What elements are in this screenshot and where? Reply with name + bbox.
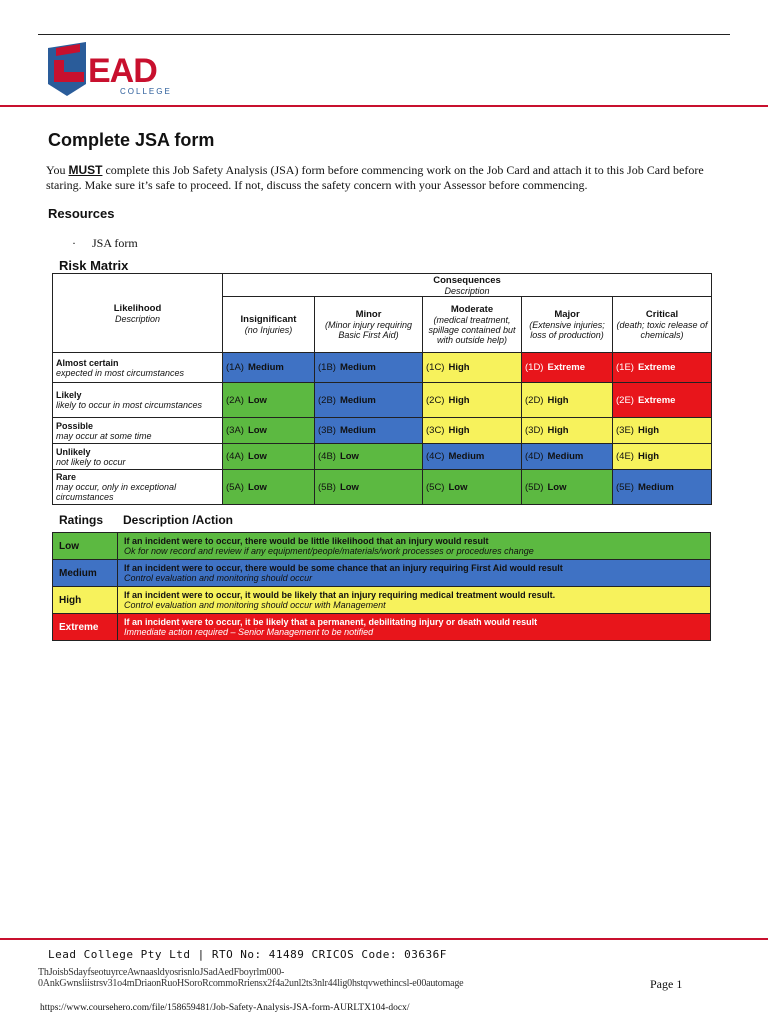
risk-rating: Medium <box>339 394 376 406</box>
risk-cell <box>613 470 712 505</box>
consequence-col-1 <box>315 297 423 353</box>
matrix-row <box>53 383 712 418</box>
consequence-name: Minor <box>355 309 382 320</box>
risk-rating: High <box>637 451 660 462</box>
ratings-desc-label: Description /Action <box>123 513 234 527</box>
intro-after: complete this Job Safety Analysis (JSA) form before commencing work on the Job Card and attach it to this Job Card before staring. Make sure it’s safe to proceed. If not, discuss the safety concern with your Assessor before commencing. <box>46 163 704 192</box>
consequences-label: Consequences <box>433 274 501 286</box>
source-url[interactable]: https://www.coursehero.com/file/158659481/Job-Safety-Analysis-JSA-form-AURLTX104-docx/ <box>40 1003 410 1013</box>
risk-cell <box>423 470 522 505</box>
svg-text:EAD: EAD <box>88 52 157 90</box>
risk-cell <box>423 383 522 418</box>
risk-cell <box>423 353 522 383</box>
likelihood-desc: may occur, only in exceptional circumstances <box>56 482 177 502</box>
ratings-table <box>52 532 711 641</box>
likelihood-cell <box>53 470 223 505</box>
risk-cell <box>223 383 315 418</box>
risk-code: (2C) <box>426 394 445 406</box>
ratings-header <box>59 513 233 527</box>
risk-code: (4C) <box>426 451 445 462</box>
risk-code: (4B) <box>318 451 336 462</box>
risk-rating: Low <box>247 425 267 436</box>
risk-cell <box>315 383 423 418</box>
rating-row <box>53 560 711 587</box>
risk-rating: High <box>547 394 569 406</box>
risk-code: (1C) <box>426 362 445 373</box>
rating-description <box>118 587 711 614</box>
risk-cell <box>613 418 712 444</box>
risk-code: (5B) <box>318 481 336 493</box>
matrix-row <box>53 470 712 505</box>
risk-code: (4A) <box>226 451 244 462</box>
risk-cell <box>423 418 522 444</box>
rating-row <box>53 614 711 641</box>
likelihood-desc: may occur at some time <box>56 430 152 441</box>
likelihood-cell <box>53 418 223 444</box>
likelihood-cell <box>53 383 223 418</box>
risk-rating: Low <box>547 481 567 493</box>
matrix-row <box>53 444 712 470</box>
risk-cell <box>613 444 712 470</box>
risk-rating: High <box>547 425 569 436</box>
risk-rating: Medium <box>339 362 376 373</box>
rating-line2: Control evaluation and monitoring should occur <box>124 573 313 583</box>
risk-code: (3B) <box>318 425 336 436</box>
risk-rating: Low <box>448 481 468 493</box>
risk-rating: Medium <box>637 481 674 493</box>
risk-code: (2A) <box>226 394 244 406</box>
risk-code: (5E) <box>616 481 634 493</box>
risk-cell <box>315 353 423 383</box>
risk-code: (2D) <box>525 394 544 406</box>
risk-rating: Extreme <box>637 394 676 406</box>
risk-cell <box>315 418 423 444</box>
consequence-desc: (death; toxic release of chemicals) <box>616 320 708 340</box>
likelihood-desc: likely to occur in most circumstances <box>56 400 203 410</box>
risk-code: (2B) <box>318 394 336 406</box>
rating-row <box>53 533 711 560</box>
ratings-label: Ratings <box>59 513 104 527</box>
risk-code: (3D) <box>525 425 544 436</box>
rating-line1: If an incident were to occur, there would be little likelihood that an injury would result <box>124 536 489 546</box>
risk-matrix-table <box>52 273 712 505</box>
consequences-desc-label: Description <box>444 285 490 296</box>
rating-row <box>53 587 711 614</box>
consequence-name: Critical <box>645 309 679 320</box>
risk-rating: Medium <box>547 451 584 462</box>
rating-line2: Immediate action required – Senior Management to be notified <box>124 627 374 637</box>
rating-description <box>118 614 711 641</box>
consequence-name: Insignificant <box>240 314 297 325</box>
rating-line2: Ok for now record and review if any equipment/people/materials/work processes or procedures change <box>124 546 534 556</box>
risk-rating: Medium <box>247 362 284 373</box>
rating-level: Low <box>53 533 118 560</box>
consequences-header <box>223 274 712 297</box>
risk-code: (3E) <box>616 425 634 436</box>
consequence-col-4 <box>613 297 712 353</box>
risk-code: (5C) <box>426 481 445 493</box>
consequence-name: Major <box>554 309 580 320</box>
footer-overlap-text-1: ThJoisbSdayfseotuyrceAwnaasldyosrisnloJSadAedFboyrlm000- <box>38 967 285 978</box>
consequence-name: Moderate <box>450 304 494 315</box>
risk-code: (1B) <box>318 362 336 373</box>
risk-code: (1A) <box>226 362 244 373</box>
risk-code: (1E) <box>616 362 634 373</box>
matrix-row <box>53 418 712 444</box>
consequence-desc: (Extensive injuries; loss of production) <box>529 320 605 340</box>
risk-cell <box>522 418 613 444</box>
likelihood-desc: not likely to occur <box>56 456 126 467</box>
risk-cell <box>223 353 315 383</box>
likelihood-cell <box>53 444 223 470</box>
risk-cell <box>315 470 423 505</box>
likelihood-name: Possible <box>56 420 94 431</box>
risk-code: (4E) <box>616 451 634 462</box>
risk-cell <box>522 444 613 470</box>
resources-heading: Resources <box>48 206 115 221</box>
risk-rating: Medium <box>339 425 376 436</box>
lead-college-logo <box>44 38 214 100</box>
risk-cell <box>522 470 613 505</box>
page-number: Page 1 <box>650 977 683 991</box>
risk-cell <box>223 470 315 505</box>
risk-cell <box>223 444 315 470</box>
resource-item-label: JSA form <box>92 236 138 250</box>
risk-rating: Medium <box>448 451 485 462</box>
risk-cell <box>315 444 423 470</box>
risk-matrix-title: Risk Matrix <box>59 258 129 273</box>
header-red-rule <box>0 105 768 107</box>
likelihood-desc: expected in most circumstances <box>56 367 185 378</box>
likelihood-name: Rare <box>56 472 77 482</box>
bullet-glyph: · <box>72 236 76 250</box>
risk-code: (2E) <box>616 394 634 406</box>
likelihood-name: Likely <box>56 390 82 400</box>
consequence-col-3 <box>522 297 613 353</box>
resource-item <box>72 236 138 251</box>
consequence-col-0 <box>223 297 315 353</box>
rating-description <box>118 533 711 560</box>
risk-cell <box>522 383 613 418</box>
rating-line1: If an incident were to occur, there would be some chance that an injury requiring First Aid would result <box>124 563 563 573</box>
risk-rating: Extreme <box>547 362 585 373</box>
consequence-desc: (Minor injury requiring Basic First Aid) <box>324 320 413 340</box>
footer-company: Lead College Pty Ltd | RTO No: 41489 CRICOS Code: 03636F <box>48 948 447 961</box>
risk-rating: High <box>637 425 660 436</box>
rating-description <box>118 560 711 587</box>
intro-before: You <box>46 163 69 177</box>
risk-rating: Low <box>339 481 359 493</box>
rating-line2: Control evaluation and monitoring should occur with Management <box>124 600 386 610</box>
risk-cell <box>522 353 613 383</box>
footer-overlap-text-2: 0AnkGwnsliistrsv31o4mDriaonRuoHSoroRcommoRriensx2f4a2unl2ts3nlr44lig0hstqvwethincsl-e00automage <box>38 978 464 989</box>
likelihood-cell <box>53 353 223 383</box>
risk-code: (5A) <box>226 481 244 493</box>
consequence-desc: (medical treatment, spillage contained but with outside help) <box>428 315 516 345</box>
rating-line1: If an incident were to occur, it would be likely that an injury requiring medical treatment would result. <box>124 590 556 600</box>
matrix-row <box>53 353 712 383</box>
risk-code: (3C) <box>426 425 445 436</box>
rating-level: Medium <box>53 560 118 587</box>
page-title: Complete JSA form <box>48 130 215 150</box>
risk-rating: High <box>448 362 470 373</box>
rating-level: High <box>53 587 118 614</box>
consequence-col-2 <box>423 297 522 353</box>
likelihood-header <box>53 274 223 353</box>
risk-cell <box>613 383 712 418</box>
risk-code: (5D) <box>525 481 544 493</box>
risk-rating: High <box>448 394 470 406</box>
risk-code: (3A) <box>226 425 244 436</box>
risk-rating: High <box>448 425 470 436</box>
likelihood-name: Almost certain <box>56 357 119 368</box>
intro-must: MUST <box>68 163 103 177</box>
rating-line1: If an incident were to occur, it be likely that a permanent, debilitating injury or death would result <box>124 617 538 627</box>
risk-cell <box>423 444 522 470</box>
risk-cell <box>223 418 315 444</box>
footer-red-rule <box>0 938 768 940</box>
risk-code: (4D) <box>525 451 544 462</box>
intro-paragraph <box>46 163 716 193</box>
likelihood-label: Likelihood <box>113 302 162 314</box>
risk-cell <box>613 353 712 383</box>
risk-rating: Low <box>247 481 267 493</box>
risk-rating: Low <box>339 451 359 462</box>
risk-rating: Low <box>247 451 267 462</box>
rating-level: Extreme <box>53 614 118 641</box>
risk-code: (1D) <box>525 362 544 373</box>
likelihood-desc-label: Description <box>114 313 161 324</box>
header-rule <box>38 34 730 35</box>
consequence-desc: (no Injuries) <box>244 325 293 335</box>
risk-rating: Low <box>247 394 267 406</box>
likelihood-name: Unlikely <box>56 446 91 457</box>
svg-text:COLLEGE: COLLEGE <box>120 87 172 96</box>
risk-rating: Extreme <box>637 362 676 373</box>
